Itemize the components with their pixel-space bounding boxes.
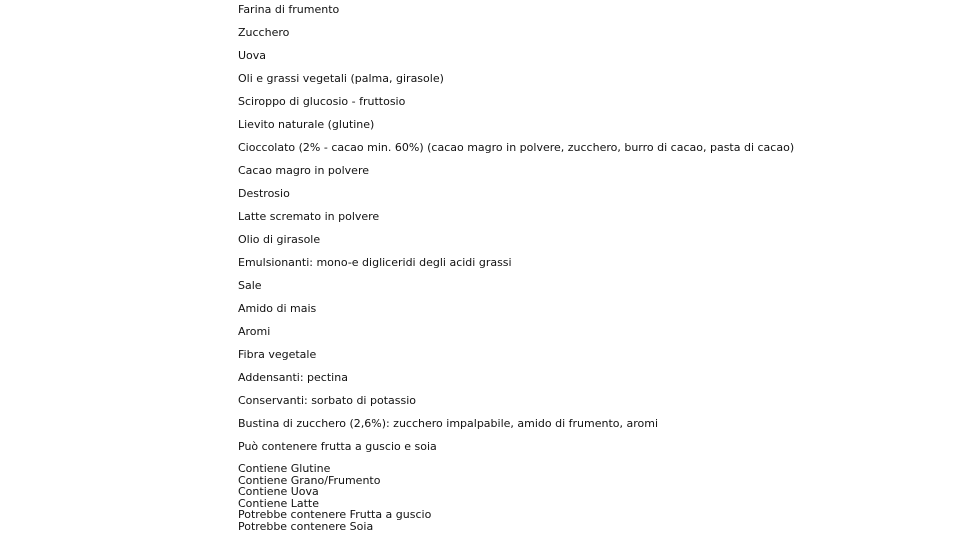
ingredient-item: Sale xyxy=(238,279,262,292)
ingredient-item: Zucchero xyxy=(238,26,290,39)
allergen-list xyxy=(238,463,431,533)
ingredient-item: Può contenere frutta a guscio e soia xyxy=(238,440,437,453)
ingredient-item: Amido di mais xyxy=(238,302,317,315)
allergen-item: Contiene Grano/Frumento xyxy=(238,473,381,487)
ingredient-item: Farina di frumento xyxy=(238,3,340,16)
ingredient-item: Addensanti: pectina xyxy=(238,371,348,384)
ingredient-item: Lievito naturale (glutine) xyxy=(238,118,375,131)
allergen-item: Potrebbe contenere Soia xyxy=(238,519,374,533)
ingredient-item: Conservanti: sorbato di potassio xyxy=(238,394,416,407)
ingredient-item: Oli e grassi vegetali (palma, girasole) xyxy=(238,72,444,85)
ingredient-item: Sciroppo di glucosio - fruttosio xyxy=(238,95,406,108)
ingredient-item: Cacao magro in polvere xyxy=(238,164,370,177)
allergen-item: Contiene Latte xyxy=(238,496,320,510)
allergen-item: Potrebbe contenere Frutta a guscio xyxy=(238,508,432,522)
ingredient-item: Cioccolato (2% - cacao min. 60%) (cacao magro in polvere, zucchero, burro di cacao, pasta di cacao) xyxy=(238,141,795,154)
ingredient-item: Uova xyxy=(238,49,267,62)
ingredient-item: Olio di girasole xyxy=(238,233,321,246)
allergen-item: Contiene Uova xyxy=(238,485,319,499)
ingredient-item: Bustina di zucchero (2,6%): zucchero impalpabile, amido di frumento, aromi xyxy=(238,417,659,430)
ingredient-item: Fibra vegetale xyxy=(238,348,317,361)
ingredient-item: Emulsionanti: mono-e digliceridi degli acidi grassi xyxy=(238,256,512,269)
ingredient-item: Aromi xyxy=(238,325,271,338)
ingredient-list xyxy=(238,0,794,460)
ingredient-item: Latte scremato in polvere xyxy=(238,210,380,223)
ingredient-item: Destrosio xyxy=(238,187,290,200)
allergen-item: Contiene Glutine xyxy=(238,462,331,475)
